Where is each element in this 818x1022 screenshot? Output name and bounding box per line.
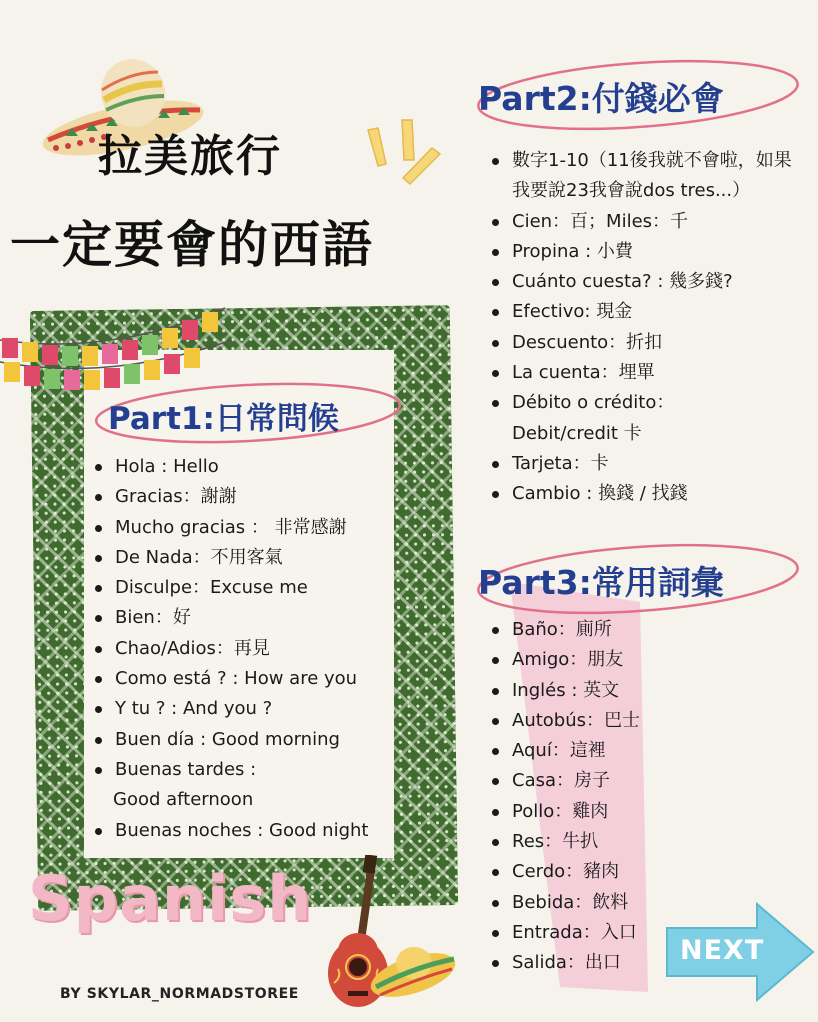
bunting-flags [0,300,232,400]
list-item: Buenas noches : Good night [93,816,368,846]
list-item: La cuenta：埋單 [490,358,792,388]
part1-list [93,452,368,846]
list-item: Cuánto cuesta? : 幾多錢? [490,267,792,297]
list-item [93,755,368,816]
list-item-line: Good afternoon [113,789,254,811]
list-item: Y tu ? : And you ? [93,694,368,724]
list-item-line: 數字1-10（11後我就不會啦，如果 [512,150,792,171]
list-item: Autobús：巴士 [490,706,640,736]
list-item: Casa：房子 [490,766,640,796]
list-item: Cien：百；Miles：千 [490,207,792,237]
page-title-line2: 一定要會的西語 [10,216,374,274]
page-title-line1: 拉美旅行 [98,131,282,182]
list-item: Buen día : Good morning [93,725,368,755]
list-item-line: Debit/credit 卡 [512,422,642,444]
list-item-line: Débito o crédito： [512,392,675,414]
list-item: Disculpe：Excuse me [93,573,368,603]
sparkle-icon [360,118,470,198]
list-item: Entrada：入口 [490,918,640,948]
list-item: Propina : 小費 [490,237,792,267]
list-item: Cambio : 換錢 / 找錢 [490,479,792,509]
list-item: De Nada：不用客氣 [93,543,368,573]
list-item [490,146,792,207]
list-item-line: Buenas tardes : [115,758,257,780]
part2-list [490,146,792,510]
list-item: Hola : Hello [93,452,368,482]
spanish-decor-text: Spanish [28,862,313,935]
list-item: Tarjeta：卡 [490,449,792,479]
list-item: Mucho gracias ： 非常感謝 [93,513,368,543]
list-item: Bebida：飲料 [490,888,640,918]
list-item: Cerdo：豬肉 [490,857,640,887]
list-item: Gracias：謝謝 [93,482,368,512]
list-item: Bien：好 [93,603,368,633]
list-item: Efectivo: 現金 [490,297,792,327]
list-item: Descuento：折扣 [490,328,792,358]
list-item: Aquí：這裡 [490,736,640,766]
list-item: Salida：出口 [490,948,640,978]
list-item: Pollo：雞肉 [490,797,640,827]
list-item-line: 我要說23我會說dos tres...） [512,180,751,202]
list-item: Res：牛扒 [490,827,640,857]
author-byline: BY SKYLAR_NORMADSTOREE [60,986,299,1002]
list-item: Baño：廁所 [490,615,640,645]
part3-list [490,615,640,979]
list-item: Como está ? : How are you [93,664,368,694]
next-button-label[interactable]: NEXT [680,935,765,966]
list-item: Inglés : 英文 [490,676,640,706]
guitar-icon [318,855,458,1020]
list-item: Chao/Adios：再見 [93,634,368,664]
part1-title: Part1:日常問候 [108,401,339,437]
part2-title: Part2:付錢必會 [478,79,724,118]
list-item: Amigo：朋友 [490,645,640,675]
part3-title: Part3:常用詞彙 [478,563,724,602]
list-item [490,388,792,449]
